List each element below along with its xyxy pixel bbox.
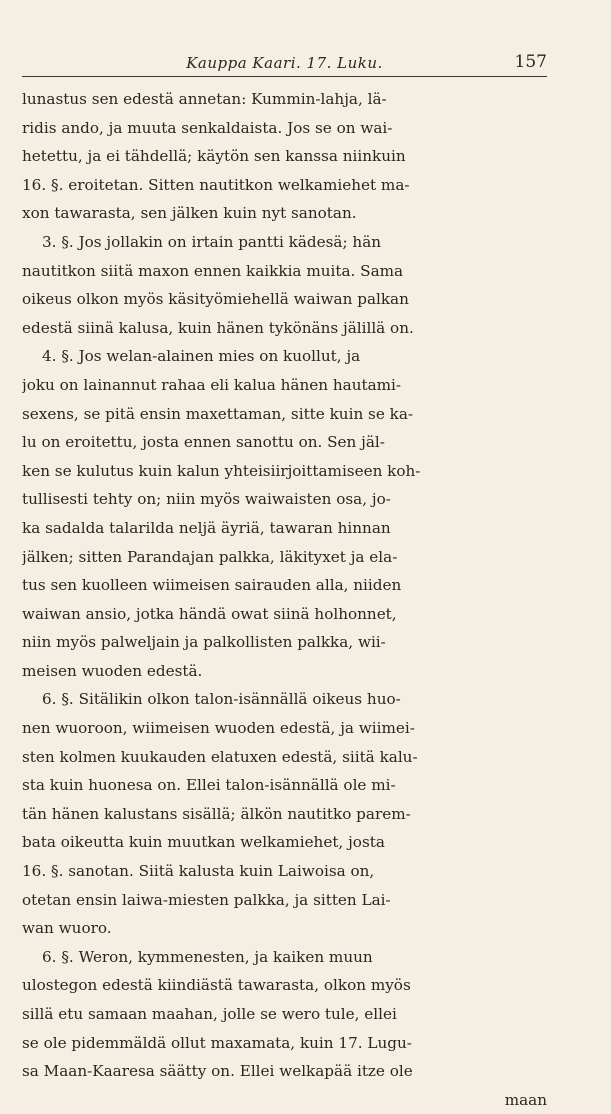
text-line: otetan ensin laiwa-miesten palkka, ja sitten Lai-	[22, 890, 391, 909]
text-line: ulostegon edestä kiindiästä tawarasta, olkon myös	[22, 976, 411, 995]
text-line: oikeus olkon myös käsityömiehellä waiwan palkan	[22, 290, 409, 309]
text-line: sexens, se pitä ensin maxettaman, sitte kuin se ka-	[22, 404, 414, 423]
text-line: waiwan ansio, jotka händä owat siinä holhonnet,	[22, 604, 397, 623]
text-line: 16. §. eroitetan. Sitten nautitkon welkamiehet ma-	[22, 175, 410, 194]
text-line: tus sen kuolleen wiimeisen sairauden alla, niiden	[22, 576, 402, 595]
text-line: 4. §. Jos welan-alainen mies on kuollut, ja	[42, 347, 361, 366]
catchword: maan	[504, 1090, 547, 1109]
text-line: 6. §. Weron, kymmenesten, ja kaiken muun	[42, 947, 373, 966]
page-header	[22, 50, 547, 77]
text-line: ridis ando, ja muuta senkaldaista. Jos se on wai-	[22, 118, 393, 137]
page-number: 157	[514, 52, 547, 72]
text-line: niin myös palweljain ja palkollisten palkka, wii-	[22, 633, 386, 652]
text-line: sillä etu samaan maahan, jolle se wero tule, ellei	[22, 1005, 397, 1023]
text-line: nautitkon siitä maxon ennen kaikkia muita. Sama	[22, 261, 404, 280]
running-head: Kauppa Kaari. 17. Luku.	[186, 54, 383, 72]
body-text	[22, 85, 547, 1114]
text-line: sten kolmen kuukauden elatuxen edestä, siitä kalu-	[22, 747, 418, 766]
text-line: xon tawarasta, sen jälken kuin nyt sanotan.	[22, 204, 357, 223]
text-line: nen wuoroon, wiimeisen wuoden edestä, ja wiimei-	[22, 719, 415, 738]
text-line: jälken; sitten Parandajan palkka, läkityxet ja ela-	[22, 547, 398, 566]
text-line: wan wuoro.	[22, 919, 112, 938]
text-line: hetettu, ja ei tähdellä; käytön sen kanssa niinkuin	[22, 147, 406, 166]
text-line: ken se kulutus kuin kalun yhteisiirjoittamiseen koh-	[22, 461, 421, 480]
text-line: sta kuin huonesa on. Ellei talon-isännällä ole mi-	[22, 776, 396, 795]
text-line: tän hänen kalustans sisällä; älkön nautitko parem-	[22, 804, 411, 823]
text-line: 6. §. Sitälikin olkon talon-isännällä oikeus huo-	[42, 690, 401, 709]
text-line: bata oikeutta kuin muutkan welkamiehet, josta	[22, 833, 385, 852]
text-line: edestä siinä kalusa, kuin hänen tykönäns jälillä on.	[22, 318, 414, 337]
text-line: meisen wuoden edestä.	[22, 661, 203, 680]
text-line: sa Maan-Kaaresa säätty on. Ellei welkapää itze ole	[22, 1062, 413, 1081]
text-line: lu on eroitettu, josta ennen sanottu on. Sen jäl-	[22, 433, 385, 452]
text-line: joku on lainannut rahaa eli kalua hänen hautami-	[22, 375, 402, 394]
text-line: se ole pidemmäldä ollut maxamata, kuin 17. Lugu-	[22, 1033, 412, 1052]
text-line: ka sadalda talarilda neljä äyriä, tawaran hinnan	[22, 518, 391, 537]
text-line: 3. §. Jos jollakin on irtain pantti kädesä; hän	[42, 232, 382, 251]
text-line: tullisesti tehty on; niin myös waiwaisten osa, jo-	[22, 490, 391, 509]
text-line: 16. §. sanotan. Siitä kalusta kuin Laiwoisa on,	[22, 862, 375, 881]
text-line: lunastus sen edestä annetan: Kummin-lahja, lä-	[22, 90, 387, 108]
